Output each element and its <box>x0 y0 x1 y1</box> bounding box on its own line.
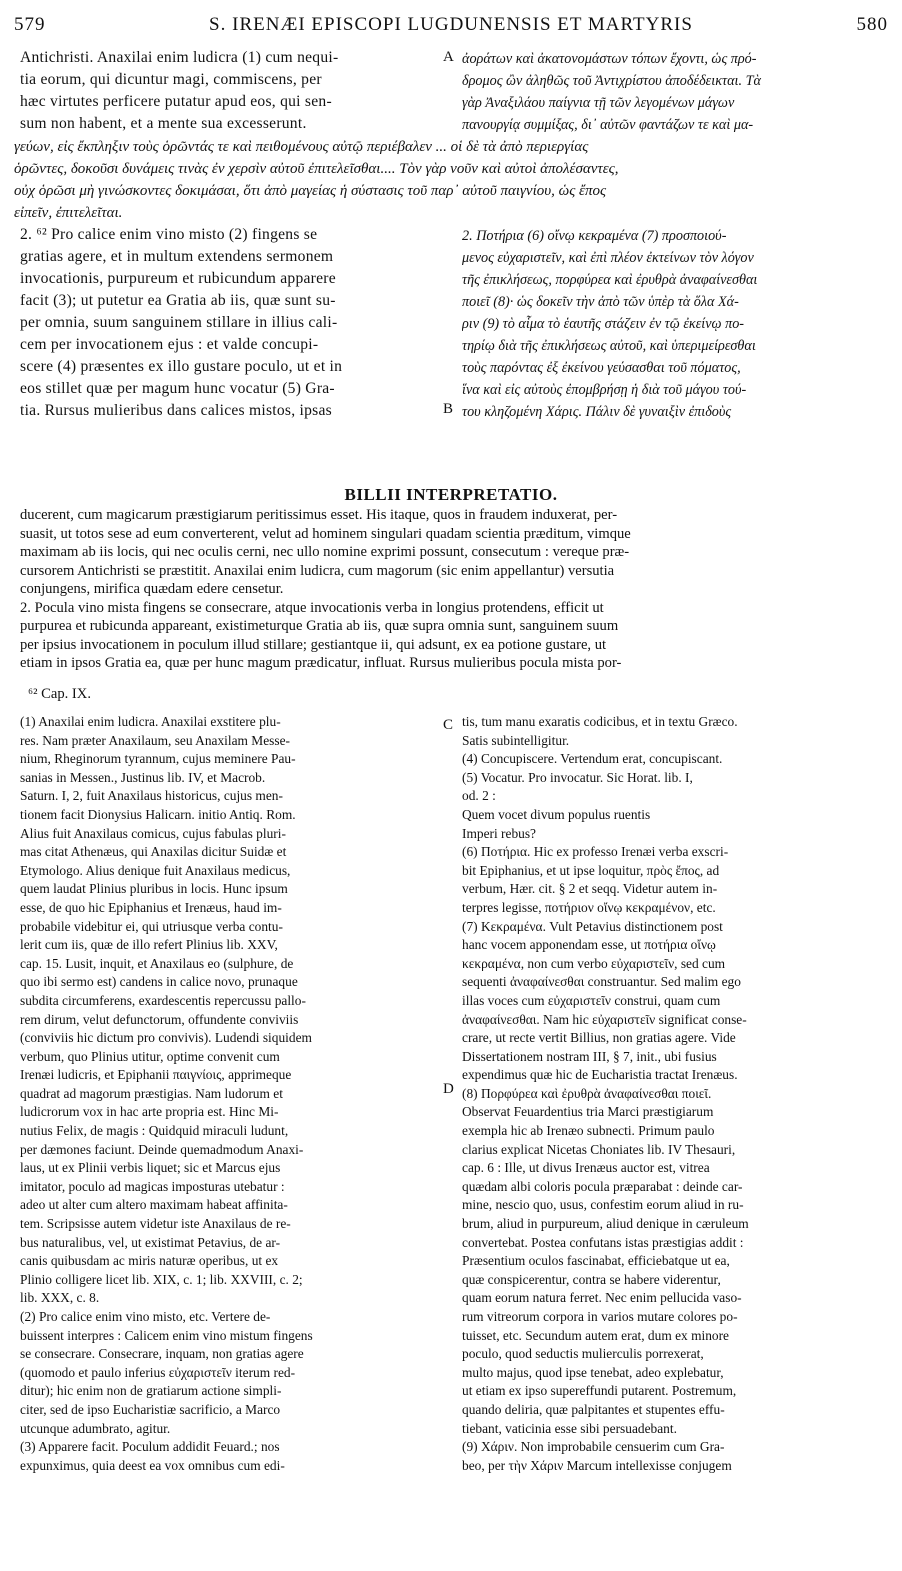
note-line: bus naturalibus, vel, ut existimat Petavius, de ar- <box>20 1234 281 1250</box>
billii-interpretation <box>20 506 888 673</box>
greek-text-full-width <box>14 136 894 224</box>
margin-letter-c: C <box>443 717 454 733</box>
text-line: 2. ⁶² Pro calice enim vino misto (2) fingens se <box>20 226 318 243</box>
text-line: ὁρῶντες, δοκοῦσι δυνάμεις τινὰς ἐν χερσὶν αὐτοῦ ἐπιτελεῖσθαι.... Τὸν γὰρ νοῦν καὶ αὐτοὶ ἀπολέσαντες, <box>14 161 619 177</box>
note-line: (3) Apparere facit. Poculum addidit Feuard.; nos <box>20 1439 280 1455</box>
page-header <box>14 14 888 38</box>
note-line: (6) Ποτήρια. Hic ex professo Irenæi verba exscri- <box>462 844 729 860</box>
note-line: multo majus, quod ipse tenebat, adeo explebatur, <box>462 1364 724 1380</box>
note-line: sanias in Messen., Justinus lib. IV, et Macrob. <box>20 769 266 785</box>
note-line: bit Epiphanius, et ut ipse loquitur, πρὸς ἔπος, ad <box>462 862 720 878</box>
margin-letter-b: B <box>443 401 454 417</box>
note-line: expunximus, quia deest ea vox omnibus cum edi- <box>20 1457 285 1473</box>
note-line: poculo, quod seductis mulierculis porrexerat, <box>462 1346 704 1362</box>
text-line: purpurea et rubicunda appareant, existimeturque Gratia ab iis, quæ supra omnia sunt, sanguinem suum <box>20 618 619 634</box>
text-line: Antichristi. Anaxilai enim ludicra (1) cum nequi- <box>20 49 339 66</box>
note-line: terpres legisse, ποτήριον οἴνῳ κεκραμένον, etc. <box>462 899 716 915</box>
note-line: cap. 15. Lusit, inquit, et Anaxilaus eo (sulphure, de <box>20 955 294 971</box>
note-line: hanc vocem apponendam esse, ut ποτήρια οἴνῳ <box>462 937 716 953</box>
note-line: Satis subintelligitur. <box>462 732 570 748</box>
text-line: 2. Pocula vino mista fingens se consecrare, atque invocationis verba in longius protendens, efficit ut <box>20 599 604 616</box>
text-line: οὐχ ὁρῶσι μὴ γινώσκοντες δοκιμάσαι, ὅτι ἀπὸ μαγείας ἡ σύστασις τοῦ παρ᾽ αὐτοῦ παιγνίου, ὡς ἔπος <box>14 183 607 199</box>
note-line: probabile videbitur ei, qui utriusque verba contu- <box>20 918 283 934</box>
note-line: rum vitreorum corpora in varios mutare colores po- <box>462 1309 738 1324</box>
text-line: facit (3); ut putetur ea Gratia ab iis, quæ sunt su- <box>20 292 336 309</box>
text-line: hæc virtutes perficere putatur apud eos, qui sen- <box>20 93 332 110</box>
text-line: του κληζομένη Χάρις. Πάλιν δὲ γυναιξὶν ἐπιδοὺς <box>462 404 732 420</box>
note-line: tiebant, vaticinia esse sibi persuadebant. <box>462 1420 677 1436</box>
text-line: ducerent, cum magicarum præstigiarum peritissimus esset. His itaque, quos in fraudem induxerat, per- <box>20 507 618 523</box>
text-line: per omnia, suum sanguinem stillare in illius cali- <box>20 314 338 331</box>
note-line: Quem vocet divum populus ruentis <box>462 806 651 822</box>
note-line: tem. Scripsisse autem videtur iste Anaxilaus de re- <box>20 1216 291 1232</box>
note-line: Saturn. I, 2, fuit Anaxilaus historicus, cujus men- <box>20 788 283 804</box>
note-line: Etymologo. Alius denique fuit Anaxilaus medicus, <box>20 862 291 878</box>
margin-letter-d: D <box>443 1081 454 1097</box>
note-line: canis quibusdam ac miris naturæ operibus, ut ex <box>20 1253 279 1269</box>
text-line: scere (4) præsentes ex illo gustare poculo, ut et in <box>20 358 343 375</box>
note-line: (1) Anaxilai enim ludicra. Anaxilai exstitere plu- <box>20 714 281 729</box>
text-line: ἀοράτων καὶ ἀκατονομάστων τόπων ἔχοντι, ὡς πρό- <box>462 51 757 67</box>
note-line: tionem facit Dionysius Halicarn. initio Antiq. Rom. <box>20 806 296 822</box>
note-line: sequenti ἀναφαίνεσθαι construantur. Sed malim ego <box>462 974 741 990</box>
note-line: verbum, Hær. cit. § 2 et seqq. Videtur autem in- <box>462 881 718 897</box>
note-line: cap. 6 : Ille, ut divus Irenæus auctor est, vitrea <box>462 1160 710 1176</box>
running-title: S. IRENÆI EPISCOPI LUGDUNENSIS ET MARTYRIS <box>209 14 693 35</box>
note-line: adeo ut alter cum altero maximam habeat affinita- <box>20 1197 288 1213</box>
text-line: ποιεῖ (8)· ὡς δοκεῖν τὴν ἀπὸ τῶν ὑπὲρ τὰ ὅλα Χά- <box>462 294 739 310</box>
note-line: nium, Rheginorum tyrannum, cujus meminere Pau- <box>20 751 296 767</box>
footnotes-right-column <box>462 713 888 1475</box>
note-line: quando deliria, quæ palpitantes et stupentes effu- <box>462 1401 725 1417</box>
margin-letter-a: A <box>443 49 454 65</box>
note-line: clarius explicat Nicetas Choniates lib. IV Thesauri, <box>462 1141 736 1157</box>
text-line: τῆς ἐπικλήσεως, πορφύρεα καὶ ἐρυθρὰ ἀναφαίνεσθαι <box>462 272 758 288</box>
note-line: buissent interpres : Calicem enim vino mistum fingens <box>20 1327 313 1343</box>
text-line: per ipsius invocationem in poculum illud stillare; gestiantque ii, qui adsunt, ex ea potione gustare, ut <box>20 636 607 653</box>
note-line: (conviviis hic dictum pro convivis). Ludendi siquidem <box>20 1030 312 1046</box>
text-line: γεύων, εἰς ἔκπληξιν τοὺς ὁρῶντάς τε καὶ πειθομένους αὐτῷ περιέβαλεν ... οἱ δὲ τὰ ἀπὸ περιεργίας <box>14 139 589 155</box>
text-line: μενος εὐχαριστεῖν, καὶ ἐπὶ πλέον ἐκτείνων τὸν λόγον <box>462 250 754 266</box>
note-line: Observat Feuardentius tria Marci præstigiarum <box>462 1104 714 1120</box>
note-line: convertebat. Postea confutans istas præstigias addit : <box>462 1234 744 1250</box>
note-line: od. 2 : <box>462 788 496 804</box>
note-line: quem laudat Plinius pluribus in locis. Hunc ipsum <box>20 881 288 897</box>
note-line: nutius Felix, de magis : Quidquid miraculi ludunt, <box>20 1123 289 1139</box>
text-line: τηρίῳ διὰ τῆς ἐπικλήσεως αὐτοῦ, καὶ ὑπεριμείρεσθαι <box>462 338 756 354</box>
note-line: Plinio colligere licet lib. XIX, c. 1; lib. XXVIII, c. 2; <box>20 1271 303 1287</box>
note-line: tuisset, etc. Secundum autem erat, dum ex minore <box>462 1327 729 1343</box>
text-line: tia eorum, qui dicuntur magi, commiscens, per <box>20 71 322 88</box>
note-line: ditur); hic enim non de gratiarum actione simpli- <box>20 1383 282 1399</box>
text-line: gratias agere, et in multum extendens sermonem <box>20 248 334 265</box>
text-line: etiam in ipsos Gratia ea, quæ per hunc magum prædicatur, influat. Rursus mulieribus pocula mista por- <box>20 655 622 671</box>
note-line: Præsentium oculos fascinabat, efficiebatque ut ea, <box>462 1253 730 1269</box>
text-line: γὰρ Ἀναξιλάου παίγνια τῇ τῶν λεγομένων μάγων <box>462 95 735 111</box>
note-line: exempla hic ab Irenæo subnecti. Primum paulo <box>462 1123 715 1139</box>
note-line: (quomodo et paulo inferius εὐχαριστεῖν iterum red- <box>20 1364 296 1380</box>
note-line: verbum, quo Plinius utitur, optime convenit cum <box>20 1048 280 1064</box>
note-line: quam eorum natura ferret. Nec enim pellucida vaso- <box>462 1290 742 1306</box>
text-line: cursorem Antichristi se præstitit. Anaxilai enim ludicra, cum magorum (sic enim appellantur) versutia <box>20 562 615 579</box>
note-line: expendimus quæ hic de Eucharistia tractat Irenæus. <box>462 1067 738 1083</box>
note-line: illas voces cum εὐχαριστεῖν construi, quam cum <box>462 992 721 1008</box>
section-title: BILLII INTERPRETATIO. <box>344 485 558 504</box>
note-line: quadrat ad magorum præstigias. Nam ludorum et <box>20 1085 283 1101</box>
note-line: laus, ut ex Plinii verbis liquet; sic et Marcus ejus <box>20 1160 281 1176</box>
note-line: Alius fuit Anaxilaus comicus, cujus fabulas pluri- <box>20 825 286 841</box>
latin-text-section-2 <box>20 224 442 422</box>
text-line: suasit, ut totos sese ad eum converterent, velut ad hominem singulari quadam scientia præditum, vimque <box>20 525 631 542</box>
note-line: quo ibi sermo est) candens in calice novo, prunaque <box>20 974 298 990</box>
chapter-reference: ⁶² Cap. IX. <box>28 686 91 702</box>
page-number-right: 580 <box>856 14 888 35</box>
note-line: Irenæi ludicris, et Epiphanii παιγνίοις, apprimeque <box>20 1067 292 1083</box>
note-line: Imperi rebus? <box>462 825 536 841</box>
latin-text-top <box>20 47 442 135</box>
page-number-left: 579 <box>14 14 46 35</box>
note-line: mas citat Athenæus, qui Anaxilas dicitur Suidæ et <box>20 844 287 860</box>
text-line: 2. Ποτήρια (6) οἴνῳ κεκραμένα (7) προσποιού- <box>462 228 727 244</box>
note-line: (2) Pro calice enim vino misto, etc. Vertere de- <box>20 1309 271 1324</box>
note-line: se consecrare. Consecrare, inquam, non gratias agere <box>20 1346 304 1362</box>
note-line: lerit cum iis, quæ de illo refert Plinius lib. XXV, <box>20 937 278 953</box>
note-line: ludicrorum vox in hac arte propria est. Hinc Mi- <box>20 1104 279 1120</box>
text-line: τοὺς παρόντας ἐξ ἐκείνου γεύσασθαι τοῦ πόματος, <box>462 360 741 376</box>
text-line: δρομος ὢν ἀληθῶς τοῦ Ἀντιχρίστου ἀποδέδεικται. Τὰ <box>462 73 761 89</box>
note-line: res. Nam præter Anaxilaum, seu Anaxilam Messe- <box>20 732 290 748</box>
note-line: mine, nescio quo, usus, confestim eorum aliud in ru- <box>462 1197 744 1213</box>
note-line: tis, tum manu exaratis codicibus, et in textu Græco. <box>462 714 738 729</box>
text-line: cem per invocationem ejus : et valde concupi- <box>20 336 319 353</box>
text-line: tia. Rursus mulieribus dans calices mistos, ipsas <box>20 402 332 419</box>
note-line: lib. XXX, c. 8. <box>20 1290 100 1306</box>
note-line: subdita circumferens, exardescentis repercussu pallo- <box>20 992 306 1008</box>
note-line: κεκραμένα, non cum verbo εὐχαριστεῖν, sed cum <box>462 955 726 971</box>
note-line: esse, de quo hic Epiphanius et Irenæus, haud im- <box>20 899 282 915</box>
note-line: quæ conspicerentur, contra se habere viderentur, <box>462 1271 721 1287</box>
text-line: ριν (9) τὸ αἷμα τὸ ἑαυτῆς στάζειν ἐν τῷ ἐκείνῳ πο- <box>462 316 745 332</box>
text-line: ἵνα καὶ εἰς αὐτοὺς ἐπομβρήσῃ ἡ διὰ τοῦ μάγου τού- <box>462 382 747 398</box>
note-line: utcunque adumbrato, agitur. <box>20 1420 171 1436</box>
note-line: imitator, poculo ad magicas imposturas utebatur : <box>20 1178 285 1194</box>
note-line: citer, sed de ipso Eucharistiæ sacrificio, a Marco <box>20 1401 281 1417</box>
greek-text-top <box>462 48 888 136</box>
note-line: ἀναφαίνεσθαι. Nam hic εὐχαριστεῖν significat conse- <box>462 1011 747 1027</box>
text-line: eos stillet quæ per magum hunc vocatur (5) Gra- <box>20 380 335 397</box>
note-line: (5) Vocatur. Pro invocatur. Sic Horat. lib. I, <box>462 769 693 785</box>
text-line: sum non habent, et a mente sua excesserunt. <box>20 115 307 132</box>
note-line: ut etiam ex ipso supereffundi putarent. Postremum, <box>462 1383 737 1399</box>
text-line: πανουργίᾳ συμμίξας, δι᾽ αὐτῶν φαντάζων τε καὶ μα- <box>462 117 754 133</box>
text-line: εἰπεῖν, ἐπιτελεῖται. <box>14 205 123 221</box>
note-line: (9) Χάριν. Non improbabile censuerim cum Gra- <box>462 1439 725 1455</box>
note-line: (4) Concupiscere. Vertendum erat, concupiscant. <box>462 751 723 767</box>
footnotes-left-column <box>20 713 440 1475</box>
text-line: invocationis, purpureum et rubicundum apparere <box>20 270 336 287</box>
greek-text-section-2 <box>462 225 888 423</box>
note-line: Dissertationem nostram III, § 7, init., ubi fusius <box>462 1048 717 1064</box>
text-line: conjungens, mirifica quædam edere censetur. <box>20 581 284 597</box>
note-line: rem dirum, velut defunctorum, offundente conviviis <box>20 1011 299 1027</box>
note-line: (8) Πορφύρεα καὶ ἐρυθρὰ ἀναφαίνεσθαι ποιεῖ. <box>462 1085 712 1101</box>
note-line: (7) Κεκραμένα. Vult Petavius distinctionem post <box>462 918 723 934</box>
note-line: crare, ut recte vertit Billius, non gratias agere. Vide <box>462 1030 736 1046</box>
note-line: beo, per τὴν Χάριν Marcum intellexisse conjugem <box>462 1457 732 1473</box>
note-line: per dæmones faciunt. Deinde quemadmodum Anaxi- <box>20 1141 304 1157</box>
note-line: quædam albi coloris pocula præparabat : deinde car- <box>462 1178 743 1194</box>
text-line: maximam ab iis locis, qui nec oculis cerni, nec ullo nomine exprimi possunt, consecutum : vereque præ- <box>20 544 630 560</box>
note-line: brum, aliud in purpureum, aliud denique in cæruleum <box>462 1216 749 1232</box>
